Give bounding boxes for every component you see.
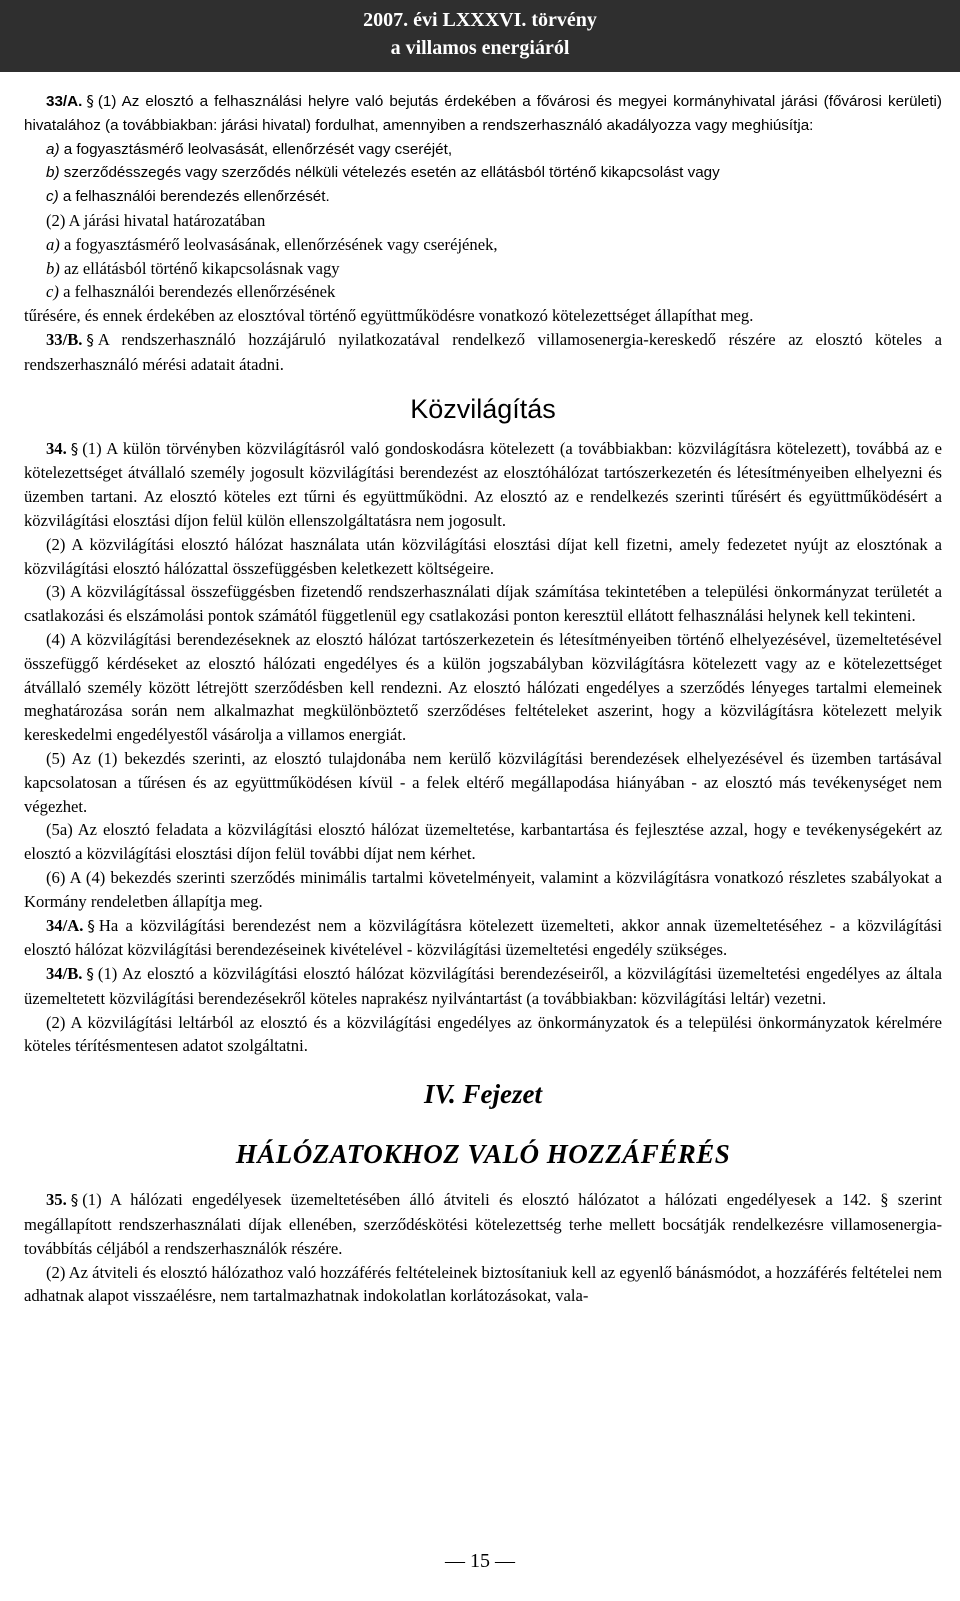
list-label: c) [46, 282, 59, 302]
header-title: 2007. évi LXXXVI. törvény [363, 9, 597, 31]
section-35-paragraph-2: (2) Az átviteli és elosztó hálózathoz való hozzáférés feltételeinek biztosítaniuk kell az egyenlő bánásmódot, a hozzáférés feltételei nem adhatnak alapot visszaélésre, nem tartalmazhatnak indokolatlan korlátozásokat, vala- [24, 1262, 942, 1306]
chapter-number: IV. Fejezet [423, 1079, 542, 1110]
list-item [24, 233, 942, 257]
paragraph-sign: § [70, 1191, 79, 1210]
list-text: a fogyasztásmérő leolvasásának, ellenőrzésének vagy cseréjének, [63, 234, 498, 254]
list-label: a) [46, 140, 60, 158]
page-number: — 15 — [445, 1550, 515, 1572]
section-34-paragraph-3: (3) A közvilágítással összefüggésben fizetendő rendszerhasználati díjak számítása tekintetében a települési önkormányzat területét a csatlakozási és elszámolási pontok számától függetlenül egy csatlakozási ponton keresztül ellátott felhasználási helynek kell tekinteni. [24, 582, 942, 626]
header-subtitle: a villamos energiáról [390, 37, 570, 59]
subsection-title: Közvilágítás [410, 393, 556, 424]
list-item [24, 280, 942, 304]
list-text: a felhasználói berendezés ellenőrzésének [63, 282, 336, 302]
list-text: szerződésszegés vagy szerződés nélküli vételezés esetén az ellátásból történő kikapcsolást vagy [63, 164, 720, 182]
section-text: (1) A külön törvényben közvilágításról való gondoskodásra kötelezett (a továbbiakban: közvilágításra kötelezett), továbbá az e kötelezettséget átvállaló személy jogosult közvilágítási berendezést az elosztóhálózat tartószerkezetén és létesítményeiben elhelyezni és üzemben tartani. Az elosztó köteles ezt tűrni és együttműködni. Az elosztó az e rendelkezés szerinti tűrésért és együttműködésért a közvilágítási elosztási díjon felül külön ellenszolgáltatásra nem jogosult. [24, 438, 942, 530]
section-number: 33/A. [46, 93, 83, 110]
section-number: 33/B. [46, 329, 83, 349]
section-34-paragraph-5: (5) Az (1) bekezdés szerinti, az elosztó tulajdonába nem kerülő közvilágítási berendezések elhelyezésével és üzemben tartásával kapcsolatosan a tűrésen és az együttműködésen kívül - a felek eltérő megállapodása hiányában - az elosztó más tevékenységet nem végezhet. [24, 748, 942, 816]
section-text: (1) Az elosztó a felhasználási helyre való bejutás érdekében a fővárosi és megyei kormányhivatal járási (fővárosi kerületi) hivatalához (a továbbiakban: járási hivatal) fordulhat, amennyiben a rendszerhasználó akadályozza vagy meghiúsítja: [24, 93, 942, 134]
section-33a-paragraph-1 [24, 90, 942, 138]
paragraph-sign: § [87, 916, 95, 935]
paragraph-sign: § [86, 92, 94, 110]
section-33a-paragraph-2-end: tűrésére, és ennek érdekében az elosztóval történő együttműködésre vonatkozó kötelezettséget állapíthat meg. [24, 306, 754, 326]
chapter-title: HÁLÓZATOKHOZ VALÓ HOZZÁFÉRÉS [235, 1139, 731, 1170]
section-number: 34/B. [46, 964, 83, 984]
section-35-paragraph-1 [24, 1188, 942, 1260]
list-item [24, 257, 942, 281]
section-34-paragraph-2: (2) A közvilágítási elosztó hálózat használata után közvilágítási elosztási díjat kell fizetni, amely fedezetet nyújt az elosztónak a közvilágítási elosztó hálózattal összefüggésben keletkezett költségeire. [24, 534, 942, 578]
section-34-paragraph-1 [24, 437, 942, 533]
section-text: Ha a közvilágítási berendezést nem a közvilágításra kötelezett üzemelteti, akkor annak üzemeltetéséhez - a közvilágítási elosztó hálózat közvilágítási berendezéseinek kivételével - közvilágítási üzemeltetési engedély szükséges. [24, 915, 942, 960]
section-34-paragraph-5a: (5a) Az elosztó feladata a közvilágítási elosztó hálózat üzemeltetése, karbantartása és fejlesztése azzal, hogy e tevékenységekért az elosztó a közvilágítási elosztási díjon felül további díjat nem kérhet. [24, 820, 942, 864]
list-item [24, 161, 942, 185]
list-text: a felhasználói berendezés ellenőrzését. [62, 188, 330, 206]
list-label: b) [46, 258, 60, 278]
section-34a [24, 914, 942, 963]
document-body [24, 90, 942, 1308]
section-number: 34. [46, 438, 67, 458]
list-text: az ellátásból történő kikapcsolásnak vagy [63, 258, 340, 278]
list-label: a) [46, 234, 60, 254]
paragraph-sign: § [86, 965, 94, 984]
list-label: b) [46, 164, 60, 182]
page-header [0, 0, 960, 72]
section-text: (1) Az elosztó a közvilágítási elosztó hálózat közvilágítási berendezéseiről, a közvilágítási üzemeltetési engedélyes az általa üzemeltetett közvilágítási berendezésekről köteles naprakész nyilvántartást (a továbbiakban: közvilágítási leltár) vezetni. [24, 964, 942, 1008]
section-number: 34/A. [46, 915, 84, 935]
section-33b [24, 328, 942, 377]
list-text: a fogyasztásmérő leolvasását, ellenőrzését vagy cseréjét, [63, 140, 453, 158]
list-item [24, 138, 942, 162]
section-34-paragraph-6: (6) A (4) bekezdés szerinti szerződés minimális tartalmi követelményeit, valamint a közvilágításra vonatkozó részletes szabályokat a Kormány rendeletben állapítja meg. [24, 867, 942, 911]
section-34-paragraph-4: (4) A közvilágítási berendezéseknek az elosztó hálózat tartószerkezetein és létesítményeiben történő elhelyezésével, üzemeltetésével összefüggő kérdéseket az elosztó hálózati engedélyes és a külön jogszabályban közvilágításra kötelezett vagy az e kötelezettséget átvállaló személy között létrejött szerződésben kell rendezni. Az elosztó hálózati engedélyes a szerződés lényeges tartalmi elemeinek meghatározása során nem alkalmazhat megkülönböztető szerződéses feltételeket aszerint, hogy a közvilágításra kötelezett melyik kereskedelmi engedélyestől vásárolja a villamos energiát. [24, 629, 942, 745]
paragraph-sign: § [86, 330, 94, 349]
list-item [24, 185, 942, 209]
section-number: 35. [46, 1190, 67, 1210]
paragraph-sign: § [70, 439, 79, 458]
section-34b-paragraph-1 [24, 962, 942, 1011]
section-34b-paragraph-2: (2) A közvilágítási leltárból az elosztó és a közvilágítási engedélyes az önkormányzatok és a települési önkormányzatok kérelmére köteles térítésmentesen adatot szolgáltatni. [24, 1012, 942, 1056]
section-text: A rendszerhasználó hozzájáruló nyilatkozatával rendelkező villamosenergia-kereskedő részére az elosztó köteles a rendszerhasználó mérési adatait átadni. [24, 329, 942, 374]
list-label: c) [46, 188, 59, 206]
section-text: (1) A hálózati engedélyesek üzemeltetésében álló átviteli és elosztó hálózatot a hálózati engedélyesek a 142. § szerint megállapított rendszerhasználati díjak ellenében, szerződéskötési kötelezettség terhe mellett bocsátják rendelkezésre villamosenergia-továbbítás céljából a rendszerhasználók részére. [24, 1190, 942, 1258]
section-33a-paragraph-2: (2) A járási hivatal határozatában [46, 210, 266, 230]
